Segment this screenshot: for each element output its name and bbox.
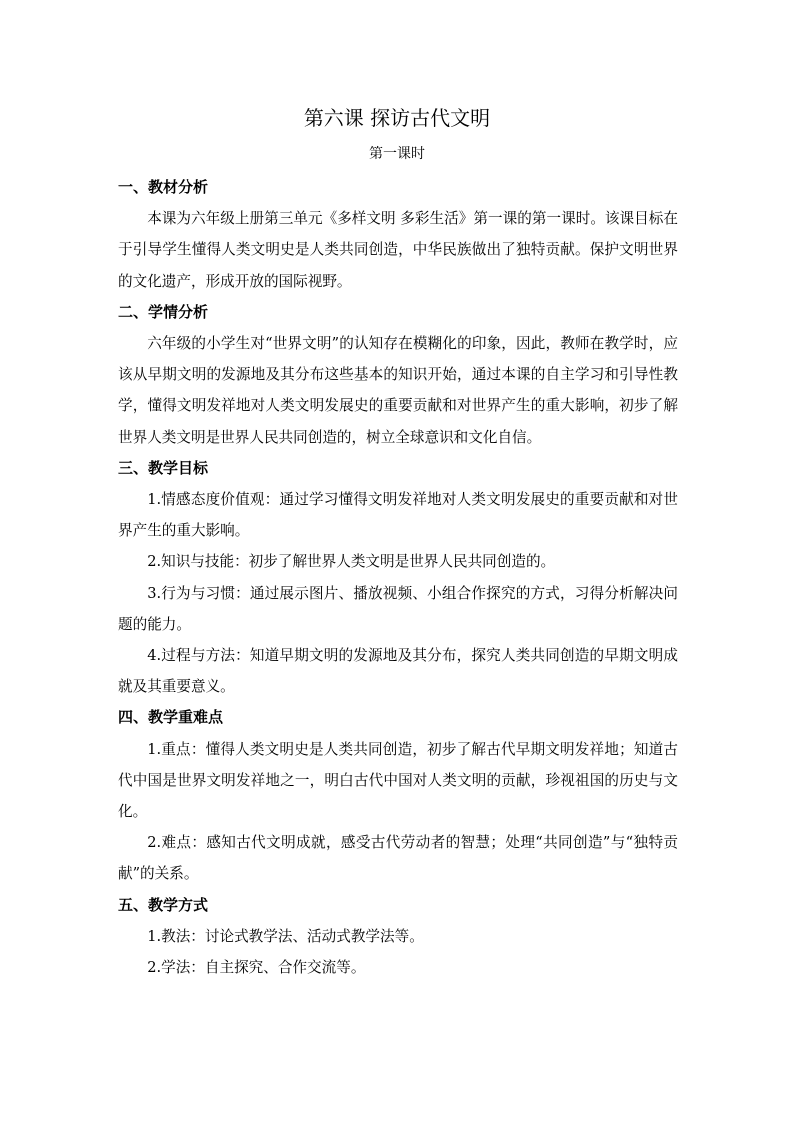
- section-teaching-objectives: [118, 453, 678, 703]
- section-textbook-analysis: [118, 172, 678, 297]
- section-heading: 一、教材分析: [118, 178, 209, 196]
- objective-item: 3.行为与习惯：通过展示图片、播放视频、小组合作探究的方式，习得分析解决问题的能力。: [118, 584, 678, 633]
- document-subtitle: 第一课时: [369, 146, 425, 162]
- section-heading: 四、教学重难点: [118, 708, 224, 727]
- objective-item: 1.情感态度价值观：通过学习懂得文明发祥地对人类文明发展史的重要贡献和对世界产生的重大影响。: [118, 491, 678, 540]
- section-student-analysis: [118, 297, 678, 453]
- section-key-difficult-points: [118, 702, 678, 889]
- document-body: [118, 172, 678, 983]
- key-point-item: 1.重点：懂得人类文明史是人类共同创造，初步了解古代早期文明发祥地；知道古代中国是世界文明发祥地之一，明白古代中国对人类文明的贡献，珍视祖国的历史与文化。: [118, 740, 678, 821]
- section-paragraph: 本课为六年级上册第三单元《多样文明 多彩生活》第一课的第一课时。该课目标在于引导学生懂得人类文明史是人类共同创造，中华民族做出了独特贡献。保护文明世界的文化遗产，形成开放的国际视野。: [118, 210, 678, 290]
- objective-item: 4.过程与方法：知道早期文明的发源地及其分布，探究人类共同创造的早期文明成就及其重要意义。: [118, 647, 678, 696]
- difficult-point-item: 2.难点：感知古代文明成就，感受古代劳动者的智慧；处理“共同创造”与“独特贡献”的关系。: [118, 834, 678, 883]
- section-paragraph: 六年级的小学生对“世界文明”的认知存在模糊化的印象，因此，教师在教学时，应该从早期文明的发源地及其分布这些基本的知识开始，通过本课的自主学习和引导性教学，懂得文明发祥地对人类文明发展史的重要贡献和对世界产生的重大影响，初步了解世界人类文明是世界人民共同创造的，树立全球意识和文化自信。: [118, 335, 678, 446]
- method-item: 2.学法：自主探究、合作交流等。: [147, 959, 366, 977]
- method-item: 1.教法：讨论式教学法、活动式教学法等。: [147, 927, 424, 945]
- section-heading: 三、教学目标: [118, 458, 209, 477]
- section-heading: 二、学情分析: [118, 302, 209, 321]
- document-title: 第六课 探访古代文明: [303, 106, 491, 130]
- objective-item: 2.知识与技能：初步了解世界人类文明是世界人民共同创造的。: [147, 553, 556, 571]
- section-teaching-methods: [118, 890, 678, 984]
- section-heading: 五、教学方式: [118, 895, 209, 914]
